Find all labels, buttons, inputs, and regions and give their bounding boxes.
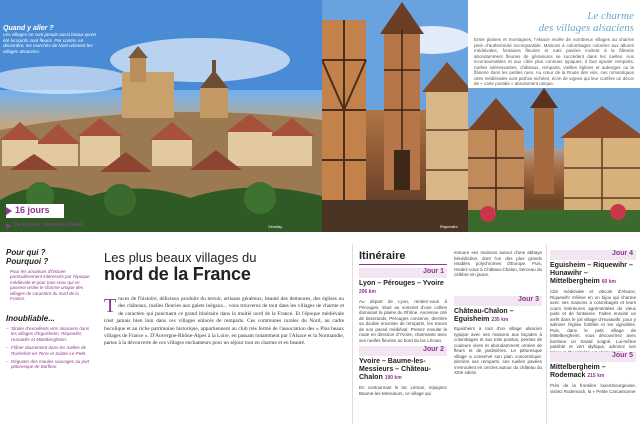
photo-riquewihr: [322, 0, 468, 232]
day-3-label: Jour 3: [517, 296, 539, 303]
list-item: – Déguster des moules sauvages au port pittoresque de Barfleur.: [6, 359, 94, 370]
drop-cap: T: [104, 295, 117, 317]
day-3-bar: [454, 296, 542, 306]
charme-title-line2: des villages alsaciens: [538, 22, 634, 34]
day-3-stage-name: Château-Chalon – Eguisheim: [454, 308, 514, 323]
day-5-bar: [550, 352, 636, 362]
charme-panel: [468, 0, 640, 232]
pour-qui-text: Pour les amateurs d'histoire particulièrement intéressés par l'époque médiévale et pour tous ceux qui se passent visiter le charme unique des villages de caractère du nord de la France.: [10, 269, 90, 302]
day-1-stage: [359, 280, 447, 296]
charme-title: [468, 10, 634, 34]
list-item: – Flâner doucement dans les ruelles de Rochefort-en-Terre et Sainte-Le-Poët.: [6, 345, 94, 356]
day-1-bar: [359, 268, 447, 278]
day-2-text: En contournant le lac Léman, rejoignez Baume-les-Messieurs, ce village qui: [359, 385, 447, 396]
duration-badge: [6, 204, 64, 218]
day-2-bar: [359, 346, 447, 356]
day-5-label: Jour 5: [611, 352, 633, 359]
divider: [359, 264, 447, 265]
day-1-text: Au départ de Lyon, rendez-vous à Pérouges, situé au sommet d'une colline dominant la plaine du Rhône. Ancienne cité de tisserands, Pérouges conserve, derrière sa double enceinte de remparts, les traces de son passé médiéval. Prenez ensuite la route en direction d'Yvoire, charmante avec ses ruelles fleuries au bord du lac Léman.: [359, 299, 447, 343]
photo-alsace-village: [468, 88, 640, 232]
day-3-stage: [454, 308, 542, 324]
photo-credit-left: Vézelay: [268, 224, 283, 229]
route-box: [6, 222, 92, 229]
article-intro: [104, 296, 344, 348]
charme-title-line1: Le charme: [587, 10, 634, 22]
route-label: De Lyon à Vévre-le-Châtel: [14, 222, 83, 228]
itinerary-title: Itinéraire: [359, 250, 406, 262]
alsace-illustration: [468, 88, 640, 232]
article-intro-text: races de l'histoire, délicieux produits du terroir, artisans généreux, beauté des demeures, des églises ou des châteaux, ruelles fleuries aux galets inégaux... vous trouverez de tout dans les villages de charme et de caractère qui ponctuent ce grand itinéraire dans la moitié nord de la France. Et l'époque médiévale n'est jamais bien loin dans ces villages enlacés de remparts. Ces communes rurales du Nord, au cadre bucolique et au riche patrimoine historique, appartiennent au club très fermé de l'association des « Plus beaux villages de France ». D'Auvergne-Rhône-Alpes à la Loire, en passant notamment par l'Alsace et la Normandie, partez à la découverte de ces villages enchanteurs pour un séjour tout en charme et en beauté.: [104, 296, 344, 347]
day-4-text: Cité médiévale et viticole d'Alsace, Riquewihr s'élève en un bijou qui charme avec ses maisons à colombages et leurs cours intérieures agrémentées de vieux puits et de fontaines. Faites ensuite un arrêt dans le joli village d'Hunawihr, pour y admirer l'église fortifiée et les vignobles. Puis, dans le petit village de Mittelbergheim, vous découvrirez avec bonheur un travail soigné. Lui-même paisible et vert idyllique, admirez son: [550, 289, 636, 349]
day-4-bar: [550, 250, 636, 260]
divider: [352, 244, 353, 424]
pour-qui-line1: Pour qui ?: [6, 248, 46, 257]
day-1-stage-name: Lyon – Pérouges – Yvoire: [359, 280, 444, 287]
charme-text: Entre plaines et montagnes, l'Alsace recèle de nombreux villages au charme plein d'authenticité incomparable. Maisons à colombages colorées aux atlures médiévales, fontaines fleuries et rues pavées invitent à la flânerie abondamment fleuries de géraniums se succèdent dans les ruelles. Aux incontournables et aux cités plus connues typiques, il faut ajouter remparts, ruelles intéressantes, châteaux, remparts, vieilles églises et auberges ou la flânerie dans les petites rues. Au cœur de la Route des vins, ces romantiques cités médiévales sont parfois nichées, écrin de vignes qui leur confère un décor de « carte postale » absolument unique.: [474, 37, 634, 86]
day-2-label: Jour 2: [422, 346, 444, 353]
day-4-stage-name: Eguisheim – Riquewihr – Hunawihr – Mittelbergheim: [550, 262, 633, 285]
day-5-stage-name: Mittelbergheim – Rodemack: [550, 364, 606, 379]
day-2-distance: 190 km: [384, 375, 402, 381]
day-2-stage-name: Yvoire – Baume-les-Messieurs – Château-Chalon: [359, 358, 431, 381]
day-5-stage: [550, 364, 636, 380]
pour-qui-line2: Pourquoi ?: [6, 257, 49, 266]
arrow-right-icon: [6, 223, 11, 229]
photo-vezelay: [0, 0, 322, 232]
article-title-line2: nord de la France: [104, 264, 251, 284]
day-5-distance: 215 km: [587, 373, 605, 379]
day-4-distance: 60 km: [601, 279, 616, 285]
day-4-stage: [550, 262, 636, 286]
article-title-line1: Les plus beaux villages du: [104, 250, 257, 265]
col2-top-text: entoure ses maisons autour d'une abbaye bénédictine, dont l'un des plus grands retables polychromes d'Europe. Puis, rendez-vous à Château-Chalon, berceau du célèbre vin jaune.: [454, 250, 542, 277]
day-1-distance: 206 km: [359, 289, 376, 295]
day-3-distance: 235 km: [491, 317, 509, 323]
quand-y-aller-box: [3, 25, 99, 54]
duration-label: 16 jours: [15, 205, 50, 215]
day-3-text: Eguisheim a tout d'un village alsacien typique avec ses maisons aux façades à colombages et aux toits pointus, peintes de couleurs vives et abondamment ornées de fleurs et de jardinières. Le pittoresque village a conservé son plan concentrique: derrière ses remparts, ses ruelles pavées s'enroulent en cercles autour du château du XIIIe siècle.: [454, 326, 542, 375]
arrow-right-icon: [6, 207, 12, 215]
inoubliable-list: [6, 326, 94, 373]
pour-qui-title: [6, 248, 48, 266]
day-5-text: Près de la frontière luxembourgeoise, visitez Rodemack, la « Petite Carcassonne: [550, 383, 636, 394]
street-illustration: [322, 0, 468, 232]
day-2-stage: [359, 358, 447, 382]
quand-y-aller-title: Quand y aller ?: [3, 25, 54, 32]
divider: [546, 244, 547, 424]
quand-y-aller-text: Les villages ne sont jamais aussi beaux qu'en été lorsqu'ils sont fleuris. Par contre, en décembre, les marchés de Noël animent les villages alsaciens.: [3, 32, 97, 54]
inoubliable-title: Inoubliable...: [6, 314, 55, 323]
day-4-label: Jour 4: [611, 250, 633, 257]
divider: [96, 232, 99, 427]
day-1-label: Jour 1: [422, 268, 444, 275]
list-item: – Stroler d'excellents vins alsaciens dans les villages d'Eguisheim, Riquewihr, Hunawihr et Mittelbergheim.: [6, 326, 94, 342]
photo-credit-mid: Riquewihr: [440, 224, 458, 229]
